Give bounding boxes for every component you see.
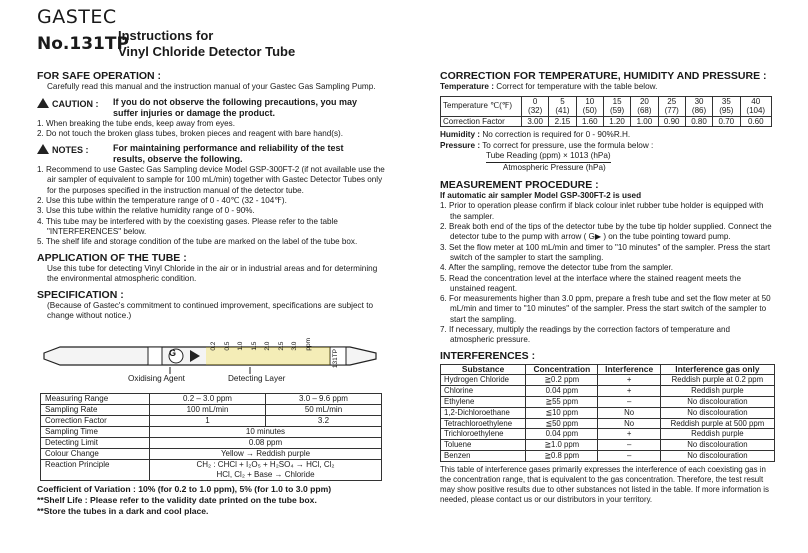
model-number: No.131TP <box>37 34 129 54</box>
list-item: 4. After the sampling, remove the detector tube from the sampler. <box>440 263 674 273</box>
temp-c: 0 <box>532 96 538 106</box>
temp-cell <box>576 96 603 116</box>
application-heading: APPLICATION OF THE TUBE : <box>37 251 187 264</box>
table-cell: – <box>598 440 660 451</box>
scale-tick: 0.5 <box>223 341 231 351</box>
table-cell: ≦50 ppm <box>526 418 598 429</box>
notes-block <box>37 143 389 165</box>
table-cell: Toluene <box>441 440 526 451</box>
column-header: Substance <box>441 364 526 375</box>
spec-label: Correction Factor <box>41 416 150 427</box>
humidity-text: No correction is required for 0 - 90%R.H. <box>482 130 631 140</box>
table-cell: + <box>598 429 660 440</box>
list-item: 2. Do not touch the broken glass tubes, broken pieces and reagent with bare hand(s). <box>37 128 343 138</box>
notes-label: NOTES : <box>52 145 89 156</box>
temp-f: (59) <box>609 106 625 116</box>
interferences-heading: INTERFERENCES : <box>440 349 536 362</box>
specification-table <box>40 393 382 481</box>
spec-value: 3.2 <box>265 416 381 427</box>
detecting-layer-label: Detecting Layer <box>228 374 286 383</box>
table-cell: + <box>598 386 660 397</box>
procedure-subheading: If automatic air sampler Model GSP-300FT-2 is used <box>440 190 642 200</box>
temp-f: (95) <box>719 106 734 116</box>
temp-cell <box>631 96 658 116</box>
warning-triangle-icon <box>37 144 49 154</box>
right-column <box>440 70 775 505</box>
table-cell: ≧0.8 ppm <box>526 451 598 462</box>
table-cell: 0.04 ppm <box>526 429 598 440</box>
shelf-life: **Shelf Life : Please refer to the validity date printed on the tube box. <box>37 495 317 505</box>
spec-value: 100 mL/min <box>150 405 266 416</box>
temp-c: 30 <box>694 96 704 106</box>
oxidising-agent-label: Oxidising Agent <box>128 374 185 383</box>
table-cell: No discolouration <box>660 440 774 451</box>
spec-label: Detecting Limit <box>41 438 150 449</box>
table-cell: Hydrogen Chloride <box>441 375 526 386</box>
table-cell: Reddish purple <box>660 429 774 440</box>
temp-cell <box>658 96 685 116</box>
table-cell: Reddish purple <box>660 386 774 397</box>
temp-cell <box>713 96 740 116</box>
safe-operation-heading: FOR SAFE OPERATION : <box>37 70 162 82</box>
list-item: 3. Use this tube within the relative humidity range of 0 - 90%. <box>37 206 255 216</box>
list-item: 7. If necessary, multiply the readings by the correction factors of temperature and atmospheric pressure. <box>440 325 731 345</box>
list-item: 1. When breaking the tube ends, keep away from eyes. <box>37 118 235 128</box>
spec-value <box>150 460 382 481</box>
temp-f: (32) <box>528 106 543 116</box>
scale-tick: 1.5 <box>250 341 258 351</box>
factor-cell: 1.60 <box>576 116 603 127</box>
list-item: 5. Read the concentration level at the interface where the stained reagent meets the unstained reagent. <box>440 273 742 293</box>
temp-c: 35 <box>721 96 731 106</box>
factor-cell: 1.20 <box>603 116 630 127</box>
temp-cell <box>549 96 576 116</box>
temp-c: 20 <box>639 96 649 106</box>
temp-c: 10 <box>585 96 595 106</box>
table-row <box>441 96 772 116</box>
spec-value: 0.2 – 3.0 ppm <box>150 394 266 405</box>
caution-text-1: If you do not observe the following precautions, you may <box>113 96 358 107</box>
factor-cell: 0.60 <box>740 116 772 127</box>
list-item: 6. For measurements higher than 3.0 ppm, prepare a fresh tube and set the flow meter at 50 mL/min and timer to "10 minutes" of the sampler. Press the start switch of the sampler to start the sampling. <box>440 294 771 324</box>
table-row <box>41 438 382 449</box>
list-item: 1. Prior to operation please confirm if black colour inlet rubber tube holder is equipped with the sampler. <box>440 201 764 221</box>
procedure-list <box>440 201 775 345</box>
reaction-line-2: HCl, Cl₂ + Base → Chloride <box>216 470 315 479</box>
formula-denominator: Atmospheric Pressure (hPa) <box>486 162 611 174</box>
table-row <box>441 407 775 418</box>
list-item: 4. This tube may be interfered with by the coexisting gases. Please refer to the table "INTERFERENCES" below. <box>37 216 338 236</box>
table-row <box>441 418 775 429</box>
temp-f: (68) <box>637 106 652 116</box>
table-row <box>41 394 382 405</box>
application-text: Use this tube for detecting Vinyl Chloride in the air or in industrial areas and for determining the environmental atmospheric condition. <box>47 263 378 284</box>
notes-text-2: results, observe the following. <box>113 154 243 165</box>
temperature-label: Temperature : <box>440 82 494 91</box>
table-cell: – <box>598 451 660 462</box>
specification-heading: SPECIFICATION : <box>37 288 124 301</box>
spec-value: 1 <box>150 416 266 427</box>
spec-label: Reaction Principle <box>41 460 150 481</box>
coefficient-of-variation: Coefficient of Variation : 10% (for 0.2 to 1.0 ppm), 5% (for 1.0 to 3.0 ppm) <box>37 484 332 494</box>
temp-c: 25 <box>667 96 677 106</box>
table-cell: Trichloroethylene <box>441 429 526 440</box>
title-line-1: Instructions for <box>118 28 214 43</box>
table-row <box>441 440 775 451</box>
title-line-2: Vinyl Chloride Detector Tube <box>118 44 296 59</box>
brand-logo: GASTEC <box>37 6 117 28</box>
caution-text-2: suffer injuries or damage the product. <box>113 107 276 118</box>
factor-cell: 1.00 <box>631 116 658 127</box>
notes-list <box>37 165 389 247</box>
table-cell: Reddish purple at 500 ppm <box>660 418 774 429</box>
factor-cell: 0.90 <box>658 116 685 127</box>
scale-tick: 2.5 <box>277 341 285 351</box>
table-cell: No <box>598 418 660 429</box>
temp-f: (86) <box>691 106 707 116</box>
column-header: Interference <box>598 364 660 375</box>
table-cell: – <box>598 397 660 408</box>
interferences-footer: This table of interference gases primarily expresses the interference of each coexisting gas in the concentration range, that is equivalent to the gas concentration. Therefore, the test result may show positive results due to other substances not listed in the table. If more information is needed, please contact us or our distributors in your territory. <box>440 464 769 504</box>
table-cell: ≦10 ppm <box>526 407 598 418</box>
table-row <box>441 386 775 397</box>
table-cell: No discolouration <box>660 397 774 408</box>
table-cell: + <box>598 375 660 386</box>
factor-cell: 0.80 <box>685 116 712 127</box>
table-row <box>41 460 382 481</box>
temp-cell <box>603 96 630 116</box>
warning-triangle-icon <box>37 98 49 108</box>
formula-numerator: Tube Reading (ppm) × 1013 (hPa) <box>486 151 611 161</box>
scale-tick: 0.2 <box>210 341 217 351</box>
table-cell: Ethylene <box>441 397 526 408</box>
spec-value: 10 minutes <box>150 427 382 438</box>
table-cell: ≧1.0 ppm <box>526 440 598 451</box>
table-row <box>441 451 775 462</box>
caution-block <box>37 97 389 119</box>
notes-text-1: For maintaining performance and reliability of the test <box>113 143 344 154</box>
temp-cell <box>740 96 772 116</box>
corr-row-label: Temperature ℃(℉) <box>441 96 522 116</box>
list-item: 2. Use this tube within the temperature range of 0 - 40℃ (32 - 104℉). <box>37 196 287 206</box>
list-item: 3. Set the flow meter at 100 mL/min and timer to "10 minutes" of the sampler. Press the start switch of the sampler to start the sampling. <box>440 242 771 262</box>
pressure-label: Pressure : <box>440 140 481 150</box>
table-cell: Chlorine <box>441 386 526 397</box>
tube-label: 131TP <box>332 349 339 369</box>
table-cell: Tetrachloroethylene <box>441 418 526 429</box>
table-cell: ≧55 ppm <box>526 397 598 408</box>
list-item: 2. Break both end of the tips of the detector tube by the tube tip holder supplied. Connect the detector tube to the pump with arrow ( G▶ ) on the tube pointing toward pump. <box>440 222 772 242</box>
caution-label: CAUTION : <box>52 98 99 109</box>
table-cell: ≧0.2 ppm <box>526 375 598 386</box>
scale-tick: ppm <box>304 338 312 351</box>
table-row <box>41 449 382 460</box>
table-row <box>41 405 382 416</box>
table-row <box>441 429 775 440</box>
temp-c: 5 <box>560 96 565 106</box>
correction-heading: CORRECTION FOR TEMPERATURE, HUMIDITY AND PRESSURE : <box>440 70 767 82</box>
temp-cell <box>522 96 549 116</box>
spec-value: Yellow → Reddish purple <box>150 449 382 460</box>
scale-tick: 2.0 <box>264 341 271 351</box>
table-cell: 0.04 ppm <box>526 386 598 397</box>
spec-label: Colour Change <box>41 449 150 460</box>
table-row <box>441 116 772 127</box>
safe-operation-intro: Carefully read this manual and the instruction manual of your Gastec Gas Sampling Pump. <box>47 82 376 91</box>
temp-f: (50) <box>582 106 597 116</box>
table-cell: Reddish purple at 0.2 ppm <box>660 375 774 386</box>
procedure-heading: MEASUREMENT PROCEDURE : <box>440 178 599 191</box>
table-cell: No discolouration <box>660 451 774 462</box>
correction-table <box>440 96 772 128</box>
table-cell: Benzen <box>441 451 526 462</box>
factor-cell: 0.70 <box>713 116 740 127</box>
list-item: 1. Recommend to use Gastec Gas Sampling device Model GSP-300FT-2 (if not available use the air sampler of equivalent to sample for 100 mL/min) together with Gastec Detector Tubes only for the purposes specified in the instruction manual of the detector tube. <box>37 165 385 195</box>
column-header: Concentration <box>526 364 598 375</box>
spec-label: Measuring Range <box>41 394 150 405</box>
table-cell: No discolouration <box>660 407 774 418</box>
factor-cell: 3.00 <box>522 116 549 127</box>
spec-value: 3.0 – 9.6 ppm <box>265 394 381 405</box>
detector-tube-diagram <box>40 338 380 388</box>
humidity-label: Humidity : <box>440 130 481 140</box>
left-column <box>37 70 389 322</box>
table-cell: 1,2-Dichloroethane <box>441 407 526 418</box>
temp-f: (41) <box>555 106 570 116</box>
spec-value: 50 mL/min <box>265 405 381 416</box>
spec-label: Sampling Time <box>41 427 150 438</box>
reaction-line-1: CH₂ : CHCl + I₂O₅ + H₂SO₄ → HCl, Cl₂ <box>196 460 335 469</box>
scale-tick: 1.0 <box>237 341 244 351</box>
temp-f: (77) <box>664 106 679 116</box>
corr-row-label: Correction Factor <box>441 116 522 127</box>
table-row <box>41 416 382 427</box>
factor-cell: 2.15 <box>549 116 576 127</box>
temp-c: 15 <box>612 96 622 106</box>
temperature-text: Correct for temperature with the table below. <box>496 82 658 91</box>
specification-note: (Because of Gastec's commitment to continued improvement, specifications are subject to change without notice.) <box>47 300 374 321</box>
tube-scale <box>210 338 312 351</box>
g-logo-icon: G <box>169 348 177 358</box>
temp-c: 40 <box>751 96 761 106</box>
list-item: 5. The shelf life and storage condition of the tube are marked on the label of the tube box. <box>37 237 358 247</box>
table-row <box>41 427 382 438</box>
interferences-table <box>440 364 775 462</box>
spec-label: Sampling Rate <box>41 405 150 416</box>
column-header: Interference gas only <box>660 364 774 375</box>
storage-note: **Store the tubes in a dark and cool place. <box>37 506 209 516</box>
table-cell: No <box>598 407 660 418</box>
spec-value: 0.08 ppm <box>150 438 382 449</box>
table-row <box>441 375 775 386</box>
scale-tick: 3.0 <box>291 341 298 351</box>
table-header-row <box>441 364 775 375</box>
pressure-text: To correct for pressure, use the formula below : <box>482 140 654 150</box>
caution-list <box>37 119 389 140</box>
temp-f: (104) <box>746 106 766 116</box>
pressure-formula <box>486 151 611 173</box>
temp-cell <box>685 96 712 116</box>
table-row <box>441 397 775 408</box>
